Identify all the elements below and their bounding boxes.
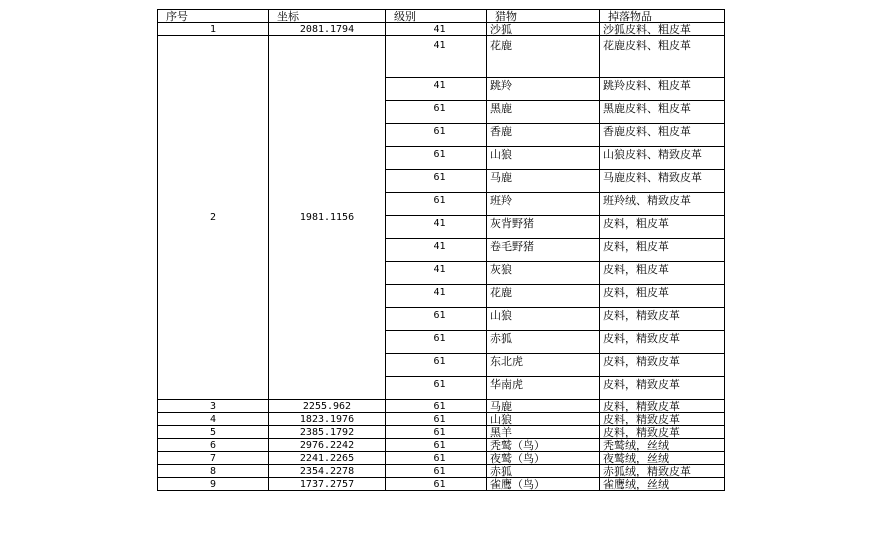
cell-drops: 赤狐绒，精致皮革 [600,465,725,478]
cell-prey: 赤狐 [487,331,600,354]
cell-drops: 皮料，精致皮革 [600,308,725,331]
cell-prey: 灰背野猪 [487,216,600,239]
cell-prey: 秃鹫（鸟） [487,439,600,452]
cell-level: 61 [386,147,487,170]
table-row [158,478,725,491]
cell-level: 61 [386,354,487,377]
cell-prey: 山狼 [487,413,600,426]
cell-drops: 秃鹫绒，丝绒 [600,439,725,452]
cell-level: 41 [386,262,487,285]
table-row [158,23,725,36]
cell-level: 61 [386,478,487,491]
cell-drops: 皮料，精致皮革 [600,377,725,400]
cell-index: 6 [158,439,269,452]
cell-index: 7 [158,452,269,465]
cell-prey: 班羚 [487,193,600,216]
cell-level: 41 [386,78,487,101]
cell-index: 8 [158,465,269,478]
cell-index: 5 [158,426,269,439]
cell-coord: 2354.2278 [269,465,386,478]
cell-coord: 2255.962 [269,400,386,413]
cell-drops: 皮料，精致皮革 [600,413,725,426]
cell-level: 61 [386,308,487,331]
cell-prey: 黑羊 [487,426,600,439]
cell-level: 61 [386,400,487,413]
cell-prey: 香鹿 [487,124,600,147]
cell-prey: 赤狐 [487,465,600,478]
header-level: 级别 [386,10,487,23]
cell-drops: 皮料，粗皮革 [600,285,725,308]
cell-prey: 东北虎 [487,354,600,377]
table-row [158,413,725,426]
header-row [158,10,725,23]
cell-drops: 跳羚皮料、粗皮革 [600,78,725,101]
cell-drops: 香鹿皮料、粗皮革 [600,124,725,147]
cell-index: 3 [158,400,269,413]
cell-prey: 花鹿 [487,285,600,308]
table-body [158,23,725,491]
cell-coord: 1981.1156 [269,36,386,400]
cell-level: 61 [386,439,487,452]
header-index: 序号 [158,10,269,23]
cell-drops: 花鹿皮料、粗皮革 [600,36,725,78]
cell-coord: 2241.2265 [269,452,386,465]
cell-drops: 皮料，精致皮革 [600,426,725,439]
cell-coord: 2081.1794 [269,23,386,36]
cell-level: 61 [386,193,487,216]
cell-drops: 沙狐皮料、粗皮革 [600,23,725,36]
cell-prey: 跳羚 [487,78,600,101]
hunting-drops-sheet [157,9,724,491]
cell-level: 61 [386,101,487,124]
cell-drops: 马鹿皮料、精致皮革 [600,170,725,193]
cell-level: 61 [386,377,487,400]
table-row [158,426,725,439]
cell-level: 61 [386,465,487,478]
cell-index: 9 [158,478,269,491]
cell-level: 61 [386,452,487,465]
cell-prey: 夜鹫（鸟） [487,452,600,465]
cell-prey: 山狼 [487,147,600,170]
cell-coord: 1737.2757 [269,478,386,491]
cell-coord: 2976.2242 [269,439,386,452]
cell-index: 1 [158,23,269,36]
cell-level: 41 [386,36,487,78]
header-drops: 掉落物品 [600,10,725,23]
cell-index: 4 [158,413,269,426]
cell-prey: 沙狐 [487,23,600,36]
table-row [158,400,725,413]
cell-drops: 皮料，粗皮革 [600,216,725,239]
cell-level: 61 [386,426,487,439]
cell-drops: 皮料，粗皮革 [600,262,725,285]
table-header [158,10,725,23]
cell-prey: 雀鹰（鸟） [487,478,600,491]
cell-level: 61 [386,170,487,193]
cell-drops: 夜鹫绒，丝绒 [600,452,725,465]
cell-coord: 1823.1976 [269,413,386,426]
cell-prey: 山狼 [487,308,600,331]
cell-drops: 皮料，精致皮革 [600,354,725,377]
cell-drops: 雀鹰绒，丝绒 [600,478,725,491]
cell-level: 41 [386,239,487,262]
cell-level: 61 [386,413,487,426]
cell-index: 2 [158,36,269,400]
header-prey: 猎物 [487,10,600,23]
hunting-drops-table [157,9,725,491]
table-row [158,36,725,78]
cell-drops: 皮料，精致皮革 [600,400,725,413]
cell-drops: 黑鹿皮料、粗皮革 [600,101,725,124]
cell-drops: 皮料，粗皮革 [600,239,725,262]
cell-coord: 2385.1792 [269,426,386,439]
table-row [158,452,725,465]
cell-drops: 皮料，精致皮革 [600,331,725,354]
table-row [158,439,725,452]
cell-drops: 山狼皮料、精致皮革 [600,147,725,170]
cell-level: 41 [386,285,487,308]
cell-prey: 黑鹿 [487,101,600,124]
cell-prey: 马鹿 [487,400,600,413]
cell-prey: 灰狼 [487,262,600,285]
cell-level: 41 [386,23,487,36]
cell-prey: 卷毛野猪 [487,239,600,262]
cell-level: 41 [386,216,487,239]
cell-prey: 马鹿 [487,170,600,193]
cell-level: 61 [386,331,487,354]
cell-prey: 华南虎 [487,377,600,400]
header-coord: 坐标 [269,10,386,23]
table-row [158,465,725,478]
cell-level: 61 [386,124,487,147]
cell-prey: 花鹿 [487,36,600,78]
cell-drops: 班羚绒、精致皮革 [600,193,725,216]
